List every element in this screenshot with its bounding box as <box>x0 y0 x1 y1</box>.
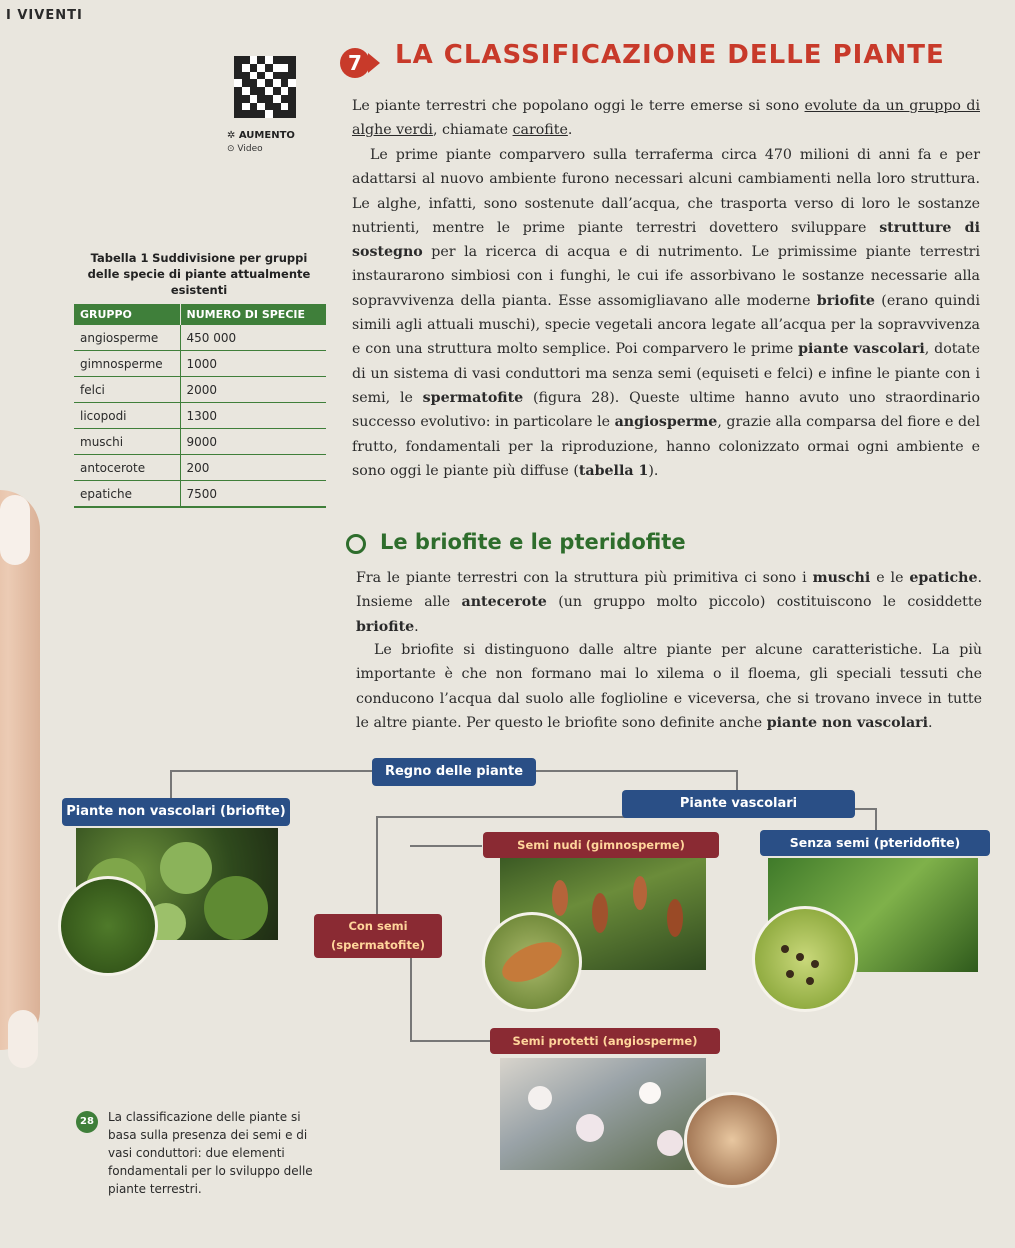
flowers-icon <box>500 1058 706 1170</box>
diagram-angiosperms: Semi protetti (angiosperme) <box>490 1028 720 1054</box>
heading-bullet-icon <box>346 534 366 554</box>
figure-caption: La classificazione delle piante si basa sulla presenza dei semi e di vasi conduttori: due elementi fondamentali per lo sviluppo delle piante terrestri. <box>108 1110 313 1196</box>
pinecone-closeup-photo <box>482 912 582 1012</box>
table-row <box>74 455 326 481</box>
count-cell: 200 <box>180 455 326 481</box>
count-cell: 1000 <box>180 351 326 377</box>
group-cell: muschi <box>74 429 180 455</box>
table-header-row <box>74 304 326 325</box>
section-header: I VIVENTI <box>6 8 83 23</box>
group-cell: epatiche <box>74 481 180 508</box>
chapter-title: LA CLASSIFICAZIONE DELLE PIANTE <box>395 40 945 70</box>
count-cell: 450 000 <box>180 325 326 351</box>
column-header: GRUPPO <box>74 304 180 325</box>
briofite-paragraph-1: Fra le piante terrestri con la struttura più primitiva ci sono i muschi e le epatiche. Insieme alle antecerote (un gruppo molto piccolo) costituiscono le cosiddette briofite. <box>356 570 982 635</box>
diagram-vascular: Piante vascolari <box>622 790 855 818</box>
finger-overlay <box>0 490 40 1050</box>
magnolia-photo <box>500 1058 706 1170</box>
diagram-gymnosperms: Semi nudi (gimnosperme) <box>483 832 719 858</box>
table-row <box>74 429 326 455</box>
group-cell: angiosperme <box>74 325 180 351</box>
diagram-pteridophytes: Senza semi (pteridofite) <box>760 830 990 856</box>
intro-paragraph-1: Le piante terrestri che popolano oggi le terre emerse si sono evolute da un gruppo di alghe verdi, chiamate carofite. <box>352 98 980 139</box>
group-cell: antocerote <box>74 455 180 481</box>
intro-paragraph-2: Le prime piante comparvero sulla terraferma circa 470 milioni di anni fa e per adattarsi al nuovo ambiente furono necessari alcuni cambiamenti nella loro struttura. Le alghe, infatti, sono sostenute dall’acqua, che trasporta verso di loro le sostanze nutrienti, mentre le prime piante terrestri dovettero sviluppare strutture di sostegno per la ricerca di acqua e di nutrimento. Le primissime piante terrestri instaurarono simbiosi con i funghi, le cui ife assorbivano le sostanze necessarie alla sopravvivenza della pianta. Esse assomigliavano alle moderne briofite (erano quindi simili agli attuali muschi), specie vegetali ancora legate all’acqua per la sopravvivenza e con una struttura molto semplice. Poi comparvero le prime piante vascolari, dotate di un sistema di vasi conduttori ma senza semi (equiseti e felci) e infine le piante con i semi, le spermatofite (figura 28). Queste ultime hanno avuto uno straordinario successo evolutivo: in particolare le angiosperme, grazie alla comparsa del fiore e del frutto, fondamentali per la riproduzione, hanno colonizzato ormai ogni ambiente e sono oggi le piante più diffuse (tabella 1). <box>352 147 980 479</box>
fingernail <box>0 495 30 565</box>
play-icon: ⊙ <box>227 144 238 154</box>
group-cell: gimnosperme <box>74 351 180 377</box>
sori-icon <box>755 909 855 1009</box>
connector-line <box>170 770 372 800</box>
connector-arrow <box>410 845 482 847</box>
briofite-paragraph-2: Le briofite si distinguono dalle altre piante per alcune caratteristiche. La più importante è che non formano mai lo xilema o il floema, gli speciali tessuti che conducono l’acqua dal suolo alle foglioline e viceversa, che si trovano invece in tutte le altre piante. Per questo le briofite sono definite anche piante non vascolari. <box>356 642 982 731</box>
diagram-non-vascular: Piante non vascolari (briofite) <box>62 798 290 826</box>
connector-arrow <box>410 955 492 1042</box>
table-caption: Tabella 1 Suddivisione per gruppi delle specie di piante attualmente esistenti <box>87 251 311 297</box>
table-row <box>74 351 326 377</box>
diagram-root: Regno delle piante <box>372 758 536 786</box>
pinecone-icon <box>485 915 579 1009</box>
table-row <box>74 325 326 351</box>
fern-spores-photo <box>752 906 858 1012</box>
table-row <box>74 481 326 508</box>
diagram-spermatophytes: Con semi (spermatofite) <box>314 914 442 958</box>
connector-line <box>855 808 877 830</box>
connector-line <box>536 770 738 790</box>
group-cell: licopodi <box>74 403 180 429</box>
aumento-label: ✲ AUMENTO <box>227 130 295 141</box>
liverwort-photo <box>58 876 158 976</box>
count-cell: 1300 <box>180 403 326 429</box>
table-row <box>74 377 326 403</box>
figure-number: 28 <box>76 1111 98 1133</box>
aumento-icon: ✲ <box>227 130 239 141</box>
group-cell: felci <box>74 377 180 403</box>
table-row <box>74 403 326 429</box>
count-cell: 7500 <box>180 481 326 508</box>
chapter-arrow-icon <box>368 53 380 73</box>
species-table <box>74 304 326 508</box>
chapter-number: 7 <box>340 48 370 78</box>
fingernail <box>8 1010 38 1068</box>
video-link[interactable]: ⊙ Video <box>227 144 263 154</box>
qr-code-icon[interactable] <box>234 56 296 118</box>
count-cell: 2000 <box>180 377 326 403</box>
flower-closeup-photo <box>684 1092 780 1188</box>
column-header: NUMERO DI SPECIE <box>180 304 326 325</box>
count-cell: 9000 <box>180 429 326 455</box>
section-heading: Le briofite e le pteridofite <box>380 530 686 554</box>
